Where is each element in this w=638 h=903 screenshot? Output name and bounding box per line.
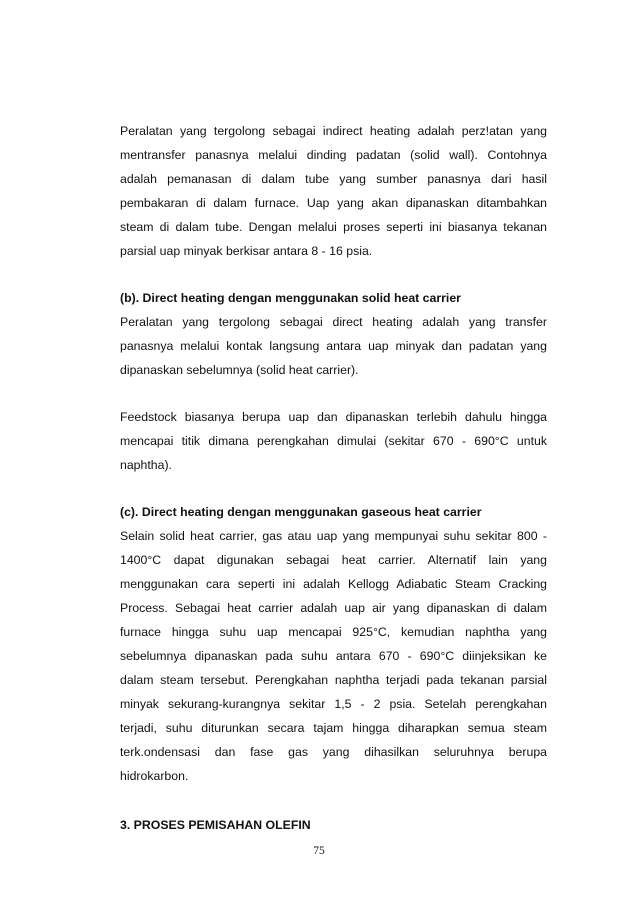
text-line: mencapai titik dimana perengkahan dimulai (sekitar 670 - 690°C untuk xyxy=(120,434,547,448)
text-line: minyak sekurang-kurangnya sekitar 1,5 - 2 psia. Setelah perengkahan xyxy=(120,697,547,711)
text-line: furnace hingga suhu uap mencapai 925°C, kemudian naphtha yang xyxy=(120,625,547,639)
text-line: terjadi, suhu diturunkan secara tajam hingga diharapkan semua steam xyxy=(120,721,547,735)
text-line: Process. Sebagai heat carrier adalah uap air yang dipanaskan di dalam xyxy=(120,601,547,615)
section-heading: 3. PROSES PEMISAHAN OLEFIN xyxy=(120,818,311,832)
text-line: Peralatan yang tergolong sebagai direct heating adalah yang transfer xyxy=(120,315,547,329)
text-line: sebelumnya dipanaskan pada suhu antara 670 - 690°C diinjeksikan ke xyxy=(120,649,547,663)
text-line: parsial uap minyak berkisar antara 8 - 16 psia. xyxy=(120,244,373,258)
text-line: dalam steam tersebut. Perengkahan naphtha terjadi pada tekanan parsial xyxy=(120,673,547,687)
text-line: menggunakan cara seperti ini adalah Kellogg Adiabatic Steam Cracking xyxy=(120,577,547,591)
text-line: naphtha). xyxy=(120,458,172,472)
paragraph-indirect-heating xyxy=(120,119,547,263)
text-line: Peralatan yang tergolong sebagai indirect heating adalah perz!atan yang xyxy=(120,124,547,138)
text-line: hidrokarbon. xyxy=(120,769,189,783)
paragraph-direct-heating-solid xyxy=(120,310,547,382)
page-number: 75 xyxy=(313,845,325,857)
text-line: terk.ondensasi dan fase gas yang dihasilkan seluruhnya berupa xyxy=(120,745,547,759)
body-text xyxy=(120,119,547,837)
text-line: panasnya melalui kontak langsung antara uap minyak dan padatan yang xyxy=(120,339,547,353)
text-line: pembakaran di dalam furnace. Uap yang akan dipanaskan ditambahkan xyxy=(120,196,547,210)
text-line: Feedstock biasanya berupa uap dan dipanaskan terlebih dahulu hingga xyxy=(120,410,547,424)
paragraph-direct-heating-gaseous xyxy=(120,524,547,788)
text-line: Selain solid heat carrier, gas atau uap yang mempunyai suhu sekitar 800 - xyxy=(120,529,547,543)
text-line: steam di dalam tube. Dengan melalui proses seperti ini biasanya tekanan xyxy=(120,220,547,234)
text-line: adalah pemanasan di dalam tube yang sumber panasnya dari hasil xyxy=(120,172,547,186)
heading-solid-heat-carrier: (b). Direct heating dengan menggunakan solid heat carrier xyxy=(120,291,461,305)
text-line: mentransfer panasnya melalui dinding padatan (solid wall). Contohnya xyxy=(120,148,547,162)
paragraph-feedstock xyxy=(120,405,547,477)
text-line: dipanaskan sebelumnya (solid heat carrier). xyxy=(120,363,359,377)
text-line: 1400°C dapat digunakan sebagai heat carrier. Alternatif lain yang xyxy=(120,553,547,567)
heading-gaseous-heat-carrier: (c). Direct heating dengan menggunakan gaseous heat carrier xyxy=(120,505,482,519)
